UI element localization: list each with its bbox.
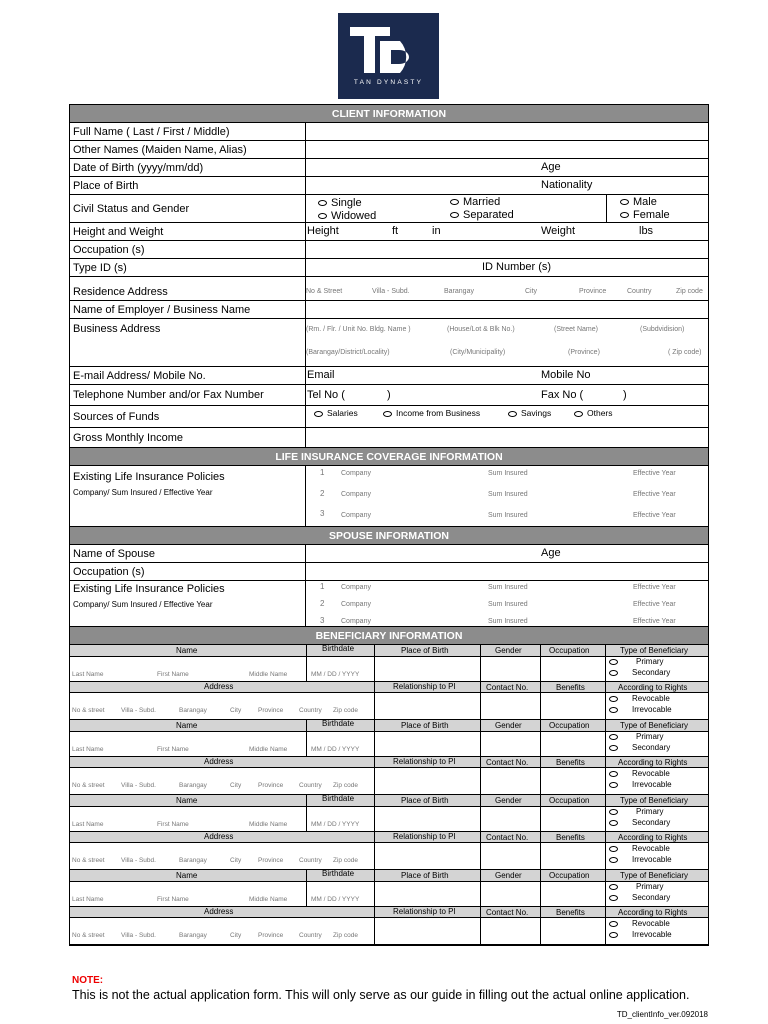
spouse-policies-sub: Company/ Sum Insured / Effective Year — [73, 600, 213, 609]
res-country-hint: Country — [627, 288, 652, 295]
policy-2-number: 2 — [320, 489, 325, 498]
tel-label: Tel No ( — [307, 389, 345, 401]
height-weight-field[interactable] — [306, 223, 708, 240]
radio-icon — [609, 921, 618, 927]
addr-barangay-hint: Barangay — [179, 707, 207, 714]
ben-birthdate-header: Birthdate — [322, 869, 355, 878]
gross-label: Gross Monthly Income — [70, 428, 306, 447]
radio-icon — [609, 659, 618, 665]
ben-address-header: Address — [204, 682, 234, 691]
client-info-header: CLIENT INFORMATION — [70, 105, 708, 123]
ben-benefits-header: Benefits — [556, 908, 585, 917]
addr-zip-hint: Zip code — [333, 932, 358, 939]
bus-city-hint: (City/Municipality) — [450, 349, 506, 356]
spouse-policy-2-number: 2 — [320, 599, 325, 608]
divider — [606, 195, 607, 222]
date-format-hint: MM / DD / YYYY — [311, 671, 360, 678]
full-name-row — [70, 123, 708, 141]
radio-icon — [609, 670, 618, 676]
secondary-option[interactable]: Secondary — [609, 743, 670, 752]
radio-icon — [620, 199, 629, 205]
radio-icon — [609, 846, 618, 852]
height-label: Height — [307, 225, 339, 237]
last-name-hint: Last Name — [72, 671, 104, 678]
spouse-name-field[interactable] — [306, 545, 708, 562]
id-number-label: ID Number (s) — [482, 261, 552, 273]
ben-gender-header: Gender — [495, 796, 522, 805]
client-form — [69, 104, 709, 946]
age-label: Age — [541, 161, 561, 173]
ben-contact-header: Contact No. — [486, 683, 529, 692]
radio-icon — [609, 745, 618, 751]
addr-province-hint: Province — [258, 857, 284, 864]
tel-fax-row — [70, 385, 708, 406]
policy-1-company: Company — [341, 470, 371, 477]
res-subd-hint: Villa - Subd. — [372, 288, 410, 295]
ben-occupation-header: Occupation — [549, 796, 590, 805]
radio-icon — [450, 199, 459, 205]
ben-address-header: Address — [204, 907, 234, 916]
life-policies-label: Existing Life Insurance Policies — [73, 471, 225, 483]
policy-1-number: 1 — [320, 468, 325, 477]
weight-label: Weight — [541, 225, 576, 237]
ben-name-header: Name — [176, 646, 198, 655]
ben-name-header: Name — [176, 721, 198, 730]
last-name-hint: Last Name — [72, 896, 104, 903]
radio-icon — [609, 782, 618, 788]
radio-icon — [620, 212, 629, 218]
beneficiary-header: BENEFICIARY INFORMATION — [70, 627, 708, 645]
radio-icon — [609, 932, 618, 938]
primary-option[interactable]: Primary — [609, 882, 664, 891]
civil-status-label: Civil Status and Gender — [70, 195, 306, 222]
policy-3-company: Company — [341, 512, 371, 519]
ben-rights-header: According to Rights — [618, 758, 688, 767]
addr-zip-hint: Zip code — [333, 857, 358, 864]
res-zip-hint: Zip code — [676, 288, 703, 295]
ben-address-header: Address — [204, 757, 234, 766]
employer-label: Name of Employer / Business Name — [70, 301, 306, 318]
in-label: in — [432, 225, 441, 237]
policy-2-year: Effective Year — [633, 491, 676, 498]
tel-fax-field[interactable] — [306, 385, 708, 405]
ben-relationship-header: Relationship to PI — [393, 682, 456, 691]
other-names-label: Other Names (Maiden Name, Alias) — [70, 141, 306, 158]
mobile-label: Mobile No — [541, 369, 591, 381]
type-id-row — [70, 259, 708, 277]
secondary-option[interactable]: Secondary — [609, 893, 670, 902]
ben-relationship-header: Relationship to PI — [393, 832, 456, 841]
policy-1-sum: Sum Insured — [488, 470, 528, 477]
ben-address-header: Address — [204, 832, 234, 841]
email-mobile-field[interactable] — [306, 367, 708, 384]
business-address-label: Business Address — [70, 319, 306, 366]
secondary-option[interactable]: Secondary — [609, 818, 670, 827]
full-name-label: Full Name ( Last / First / Middle) — [70, 123, 306, 140]
radio-icon — [609, 771, 618, 777]
gross-row — [70, 428, 708, 448]
funds-row — [70, 406, 708, 428]
addr-city-hint: City — [230, 707, 242, 714]
tel-fax-label: Telephone Number and/or Fax Number — [70, 385, 306, 405]
addr-subd-hint: Villa - Subd. — [121, 932, 156, 939]
ben-gender-header: Gender — [495, 646, 522, 655]
ben-contact-header: Contact No. — [486, 908, 529, 917]
middle-name-hint: Middle Name — [249, 896, 288, 903]
addr-street-hint: No & street — [72, 857, 105, 864]
radio-icon — [609, 707, 618, 713]
res-province-hint: Province — [579, 288, 607, 295]
spouse-occupation-row — [70, 563, 708, 581]
addr-zip-hint: Zip code — [333, 707, 358, 714]
ben-name-header: Name — [176, 871, 198, 880]
ben-occupation-header: Occupation — [549, 871, 590, 880]
middle-name-hint: Middle Name — [249, 671, 288, 678]
ben-benefits-header: Benefits — [556, 683, 585, 692]
ben-pob-header: Place of Birth — [401, 646, 449, 655]
beneficiary-block — [70, 720, 708, 795]
ben-name-header: Name — [176, 796, 198, 805]
email-label: Email — [307, 369, 335, 381]
addr-country-hint: Country — [299, 782, 322, 789]
spouse-policy-1-company: Company — [341, 584, 371, 591]
irrevocable-option[interactable]: Irrevocable — [609, 930, 672, 939]
spouse-policy-2-sum: Sum Insured — [488, 601, 528, 608]
company-logo — [338, 13, 439, 99]
nationality-label: Nationality — [541, 179, 593, 191]
revocable-option[interactable]: Revocable — [609, 844, 670, 853]
full-name-field[interactable] — [306, 123, 708, 140]
radio-icon — [318, 200, 327, 206]
ben-relationship-header: Relationship to PI — [393, 907, 456, 916]
ben-occupation-header: Occupation — [549, 646, 590, 655]
ben-rights-header: According to Rights — [618, 683, 688, 692]
revocable-option[interactable]: Revocable — [609, 694, 670, 703]
ben-birthdate-header: Birthdate — [322, 719, 355, 728]
addr-city-hint: City — [230, 782, 242, 789]
policy-3-sum: Sum Insured — [488, 512, 528, 519]
spouse-policies-label: Existing Life Insurance Policies — [73, 583, 225, 595]
irrevocable-option[interactable]: Irrevocable — [609, 855, 672, 864]
addr-subd-hint: Villa - Subd. — [121, 857, 156, 864]
revocable-option[interactable]: Revocable — [609, 769, 670, 778]
note-label: NOTE: — [72, 975, 104, 986]
addr-city-hint: City — [230, 932, 242, 939]
form-version: TD_clientInfo_ver.092018 — [616, 1010, 708, 1019]
fax-close: ) — [623, 389, 627, 401]
ben-benefits-header: Benefits — [556, 758, 585, 767]
type-id-label: Type ID (s) — [70, 259, 306, 276]
ben-rights-header: According to Rights — [618, 908, 688, 917]
ben-gender-header: Gender — [495, 871, 522, 880]
ben-pob-header: Place of Birth — [401, 721, 449, 730]
email-mobile-label: E-mail Address/ Mobile No. — [70, 367, 306, 384]
spouse-policy-3-number: 3 — [320, 616, 325, 625]
other-names-field[interactable] — [306, 141, 708, 158]
ben-benefits-header: Benefits — [556, 833, 585, 842]
ben-pob-header: Place of Birth — [401, 796, 449, 805]
addr-street-hint: No & street — [72, 782, 105, 789]
bus-street-hint: (Street Name) — [554, 326, 598, 333]
addr-street-hint: No & street — [72, 932, 105, 939]
radio-icon — [318, 213, 327, 219]
addr-city-hint: City — [230, 857, 242, 864]
addr-subd-hint: Villa - Subd. — [121, 707, 156, 714]
addr-zip-hint: Zip code — [333, 782, 358, 789]
res-street-hint: No & Street — [306, 288, 343, 295]
policy-3-year: Effective Year — [633, 512, 676, 519]
beneficiary-block — [70, 870, 708, 945]
email-row — [70, 367, 708, 385]
last-name-hint: Last Name — [72, 746, 104, 753]
addr-barangay-hint: Barangay — [179, 932, 207, 939]
ben-rights-header: According to Rights — [618, 833, 688, 842]
note-text: This is not the actual application form. This will only serve as our guide in filling out the actual online application. — [72, 988, 690, 1002]
life-policies-field[interactable] — [306, 466, 708, 526]
secondary-option[interactable]: Secondary — [609, 668, 670, 677]
pob-row — [70, 177, 708, 195]
irrevocable-option[interactable]: Irrevocable — [609, 780, 672, 789]
addr-country-hint: Country — [299, 857, 322, 864]
radio-icon — [609, 809, 618, 815]
spouse-age-label: Age — [541, 547, 561, 559]
brand-name: TAN DYNASTY — [353, 79, 424, 86]
spouse-policy-2-year: Effective Year — [633, 601, 676, 608]
first-name-hint: First Name — [157, 746, 189, 753]
policy-2-company: Company — [341, 491, 371, 498]
spouse-policy-1-sum: Sum Insured — [488, 584, 528, 591]
radio-icon — [609, 696, 618, 702]
ben-relationship-header: Relationship to PI — [393, 757, 456, 766]
bus-zip-hint: ( Zip code) — [668, 349, 702, 356]
spouse-header: SPOUSE INFORMATION — [70, 527, 708, 545]
single-option[interactable]: Single — [318, 197, 362, 209]
addr-province-hint: Province — [258, 782, 284, 789]
radio-icon — [383, 411, 392, 417]
policy-1-year: Effective Year — [633, 470, 676, 477]
ben-type-header: Type of Beneficiary — [620, 796, 689, 805]
radio-icon — [609, 734, 618, 740]
life-policies-sub: Company/ Sum Insured / Effective Year — [73, 488, 213, 497]
td-logo-icon — [350, 27, 428, 73]
lbs-label: lbs — [639, 225, 654, 237]
policy-3-number: 3 — [320, 509, 325, 518]
spouse-policy-2-company: Company — [341, 601, 371, 608]
revocable-option[interactable]: Revocable — [609, 919, 670, 928]
date-format-hint: MM / DD / YYYY — [311, 746, 360, 753]
bus-barangay-hint: (Barangay/District/Locality) — [306, 349, 390, 356]
bus-lot-hint: (House/Lot & Blk No.) — [447, 326, 515, 333]
addr-street-hint: No & street — [72, 707, 105, 714]
radio-icon — [609, 884, 618, 890]
ben-contact-header: Contact No. — [486, 833, 529, 842]
tel-close: ) — [387, 389, 391, 401]
separated-option[interactable]: Separated — [450, 209, 514, 221]
ben-birthdate-header: Birthdate — [322, 794, 355, 803]
type-id-field[interactable] — [306, 259, 708, 276]
res-city-hint: City — [525, 288, 538, 295]
primary-option[interactable]: Primary — [609, 732, 664, 741]
radio-icon — [609, 820, 618, 826]
beneficiary-block — [70, 795, 708, 870]
ben-type-header: Type of Beneficiary — [620, 871, 689, 880]
pob-field[interactable] — [306, 177, 708, 194]
addr-country-hint: Country — [299, 707, 322, 714]
residence-label: Residence Address — [70, 277, 306, 300]
height-weight-row — [70, 223, 708, 241]
married-option[interactable]: Married — [450, 196, 500, 208]
savings-option[interactable]: Savings — [508, 408, 551, 418]
addr-barangay-hint: Barangay — [179, 857, 207, 864]
female-option[interactable]: Female — [620, 209, 670, 221]
others-option[interactable]: Others — [574, 408, 613, 418]
beneficiary-block — [70, 645, 708, 720]
irrevocable-option[interactable]: Irrevocable — [609, 705, 672, 714]
other-names-row — [70, 141, 708, 159]
addr-province-hint: Province — [258, 707, 284, 714]
ben-contact-header: Contact No. — [486, 758, 529, 767]
radio-icon — [450, 212, 459, 218]
bus-subd-hint: (Subdvidision) — [640, 326, 685, 333]
height-weight-label: Height and Weight — [70, 223, 306, 240]
widowed-option[interactable]: Widowed — [318, 210, 376, 222]
business-address-row — [70, 319, 708, 367]
spouse-policy-1-number: 1 — [320, 582, 325, 591]
spouse-occupation-field[interactable] — [306, 563, 708, 580]
occupation-label: Occupation (s) — [70, 241, 306, 258]
ben-pob-header: Place of Birth — [401, 871, 449, 880]
first-name-hint: First Name — [157, 821, 189, 828]
middle-name-hint: Middle Name — [249, 821, 288, 828]
business-option[interactable]: Income from Business — [383, 408, 480, 418]
residence-field[interactable] — [306, 277, 708, 300]
first-name-hint: First Name — [157, 896, 189, 903]
funds-label: Sources of Funds — [70, 406, 306, 427]
radio-icon — [609, 895, 618, 901]
spouse-name-label: Name of Spouse — [70, 545, 306, 562]
spouse-policy-1-year: Effective Year — [633, 584, 676, 591]
date-format-hint: MM / DD / YYYY — [311, 896, 360, 903]
life-insurance-header: LIFE INSURANCE COVERAGE INFORMATION — [70, 448, 708, 466]
spouse-policies-field[interactable] — [306, 581, 708, 626]
occupation-row — [70, 241, 708, 259]
middle-name-hint: Middle Name — [249, 746, 288, 753]
employer-row — [70, 301, 708, 319]
first-name-hint: First Name — [157, 671, 189, 678]
ben-type-header: Type of Beneficiary — [620, 646, 689, 655]
ft-label: ft — [392, 225, 399, 237]
bus-unit-hint: (Rm. / Flr. / Unit No. Bldg. Name ) — [306, 326, 411, 333]
dob-label: Date of Birth (yyyy/mm/dd) — [70, 159, 306, 176]
ben-occupation-header: Occupation — [549, 721, 590, 730]
beneficiary-blocks — [70, 645, 708, 945]
ben-gender-header: Gender — [495, 721, 522, 730]
occupation-field[interactable] — [306, 241, 708, 258]
salaries-option[interactable]: Salaries — [314, 408, 358, 418]
bus-province-hint: (Province) — [568, 349, 600, 356]
ben-birthdate-header: Birthdate — [322, 644, 355, 653]
radio-icon — [314, 411, 323, 417]
spouse-occupation-label: Occupation (s) — [70, 563, 306, 580]
primary-option[interactable]: Primary — [609, 807, 664, 816]
spouse-policy-3-sum: Sum Insured — [488, 618, 528, 625]
last-name-hint: Last Name — [72, 821, 104, 828]
radio-icon — [508, 411, 517, 417]
spouse-policies-row — [70, 581, 708, 627]
business-address-field[interactable] — [306, 319, 708, 366]
spouse-policy-3-year: Effective Year — [633, 618, 676, 625]
dob-field[interactable] — [306, 159, 708, 176]
pob-label: Place of Birth — [70, 177, 306, 194]
spouse-policy-3-company: Company — [341, 618, 371, 625]
residence-row — [70, 277, 708, 301]
radio-icon — [574, 411, 583, 417]
policy-2-sum: Sum Insured — [488, 491, 528, 498]
addr-country-hint: Country — [299, 932, 322, 939]
male-option[interactable]: Male — [620, 196, 657, 208]
fax-label: Fax No ( — [541, 389, 584, 401]
dob-row — [70, 159, 708, 177]
ben-type-header: Type of Beneficiary — [620, 721, 689, 730]
spouse-name-row — [70, 545, 708, 563]
res-barangay-hint: Barangay — [444, 288, 474, 295]
primary-option[interactable]: Primary — [609, 657, 664, 666]
addr-province-hint: Province — [258, 932, 284, 939]
employer-field[interactable] — [306, 301, 708, 318]
addr-barangay-hint: Barangay — [179, 782, 207, 789]
life-policies-row — [70, 466, 708, 527]
addr-subd-hint: Villa - Subd. — [121, 782, 156, 789]
date-format-hint: MM / DD / YYYY — [311, 821, 360, 828]
civil-status-row — [70, 195, 708, 223]
gross-field[interactable] — [306, 428, 708, 447]
radio-icon — [609, 857, 618, 863]
